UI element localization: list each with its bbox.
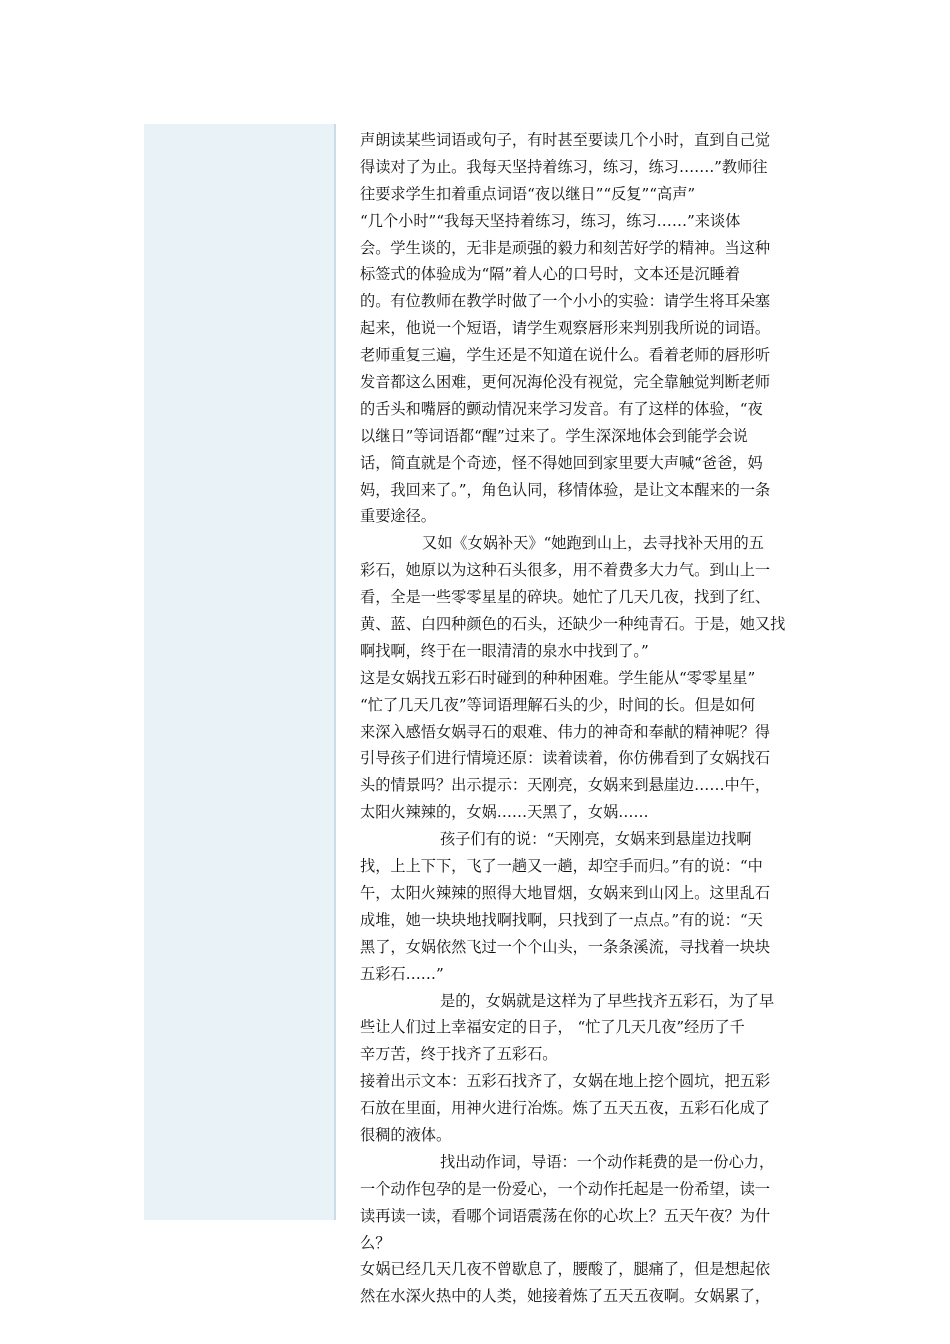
- text-line: 发音都这么困难，更何况海伦没有视觉，完全靠触觉判断老师: [360, 373, 771, 392]
- text-line: 接着出示文本：五彩石找齐了，女娲在地上挖个圆坑，把五彩: [360, 1072, 771, 1091]
- text-line: 些让人们过上幸福安定的日子， “忙了几天几夜”经历了千: [360, 1018, 745, 1037]
- text-line: 找，上上下下，飞了一趟又一趟，却空手而归。”有的说：“中: [360, 857, 763, 876]
- text-line: 黑了，女娲依然飞过一个个山头，一条条溪流，寻找着一块块: [360, 937, 771, 956]
- text-line: 太阳火辣辣的，女娲……天黑了，女娲……: [360, 803, 649, 822]
- margin-divider: [334, 124, 336, 1220]
- text-line: 话，简直就是个奇迹，怪不得她回到家里要大声喊“爸爸，妈: [360, 453, 763, 472]
- text-line: 往要求学生扣着重点词语“夜以继日”“反复”“高声”: [360, 184, 696, 203]
- text-line: 这是女娲找五彩石时碰到的种种困难。学生能从“零零星星”: [360, 668, 756, 687]
- text-line: 五彩石……”: [360, 964, 444, 983]
- document-body: [360, 127, 812, 1310]
- paragraph-start-line: 孩子们有的说：“天刚亮，女娲来到悬崖边找啊: [440, 830, 752, 849]
- text-line: 老师重复三遍，学生还是不知道在说什么。看着老师的唇形听: [360, 346, 771, 365]
- text-line: “忙了几天几夜”等词语理解石头的少，时间的长。但是如何: [360, 695, 756, 714]
- text-line: 看，全是一些零零星星的碎块。她忙了几天几夜，找到了红、: [360, 588, 771, 607]
- text-line: 起来，他说一个短语，请学生观察唇形来判别我所说的词语。: [360, 319, 771, 338]
- text-line: 彩石，她原以为这种石头很多，用不着费多大力气。到山上一: [360, 561, 771, 580]
- text-line: “几个小时”“我每天坚持着练习，练习，练习……”来谈体: [360, 211, 741, 230]
- text-line: 女娲已经几天几夜不曾歇息了，腰酸了，腿痛了，但是想起依: [360, 1260, 771, 1279]
- text-line: 声朗读某些词语或句子，有时甚至要读几个小时，直到自己觉: [360, 131, 771, 149]
- text-line: 的舌头和嘴唇的颤动情况来学习发音。有了这样的体验，“夜: [360, 399, 763, 418]
- paragraph-start-line: 是的，女娲就是这样为了早些找齐五彩石，为了早: [440, 991, 775, 1010]
- paragraph-start-line: 又如《女娲补天》“她跑到山上，去寻找补天用的五: [422, 534, 764, 553]
- text-line: 会。学生谈的，无非是顽强的毅力和刻苦好学的精神。当这种: [360, 238, 771, 257]
- text-line: 头的情景吗？出示提示：天刚亮，女娲来到悬崖边……中午，: [360, 776, 771, 795]
- text-line: 然在水深火热中的人类，她接着炼了五天五夜啊。女娲累了，: [360, 1287, 771, 1306]
- text-line: 么？: [360, 1233, 391, 1252]
- text-line: 的。有位教师在教学时做了一个小小的实验：请学生将耳朵塞: [360, 292, 771, 311]
- text-line: 妈，我回来了。”，角色认同，移情体验，是让文本醒来的一条: [360, 480, 771, 499]
- text-line: 来深入感悟女娲寻石的艰难、伟力的神奇和奉献的精神呢？得: [360, 722, 771, 741]
- paragraph-start-line: 找出动作词，导语：一个动作耗费的是一份心力，: [440, 1152, 775, 1171]
- text-line: 标签式的体验成为“隔”着人心的口号时，文本还是沉睡着: [360, 265, 741, 284]
- text-line: 成堆，她一块块地找啊找啊，只找到了一点点。”有的说：“天: [360, 910, 763, 929]
- text-line: 以继日”等词语都“醒”过来了。学生深深地体会到能学会说: [360, 426, 748, 445]
- text-line: 读再读一读，看哪个词语震荡在你的心坎上？五天午夜？为什: [360, 1206, 771, 1225]
- text-line: 辛万苦，终于找齐了五彩石。: [360, 1045, 558, 1064]
- text-line: 很稠的液体。: [360, 1125, 452, 1144]
- text-line: 重要途径。: [360, 507, 436, 526]
- text-line: 石放在里面，用神火进行冶炼。炼了五天五夜，五彩石化成了: [360, 1099, 771, 1118]
- text-line: 黄、蓝、白四种颜色的石头，还缺少一种纯青石。于是，她又找: [360, 615, 786, 634]
- text-line: 引导孩子们进行情境还原：读着读着，你仿佛看到了女娲找石: [360, 749, 771, 768]
- left-margin-panel: [144, 124, 334, 1220]
- text-line: 得读对了为止。我每天坚持着练习，练习，练习…….”教师往: [360, 157, 768, 176]
- text-line: 一个动作包孕的是一份爱心，一个动作托起是一份希望，读一: [360, 1179, 771, 1198]
- text-line: 午，太阳火辣辣的照得大地冒烟，女娲来到山冈上。这里乱石: [360, 883, 771, 902]
- text-line: 啊找啊，终于在一眼清清的泉水中找到了。”: [360, 641, 649, 660]
